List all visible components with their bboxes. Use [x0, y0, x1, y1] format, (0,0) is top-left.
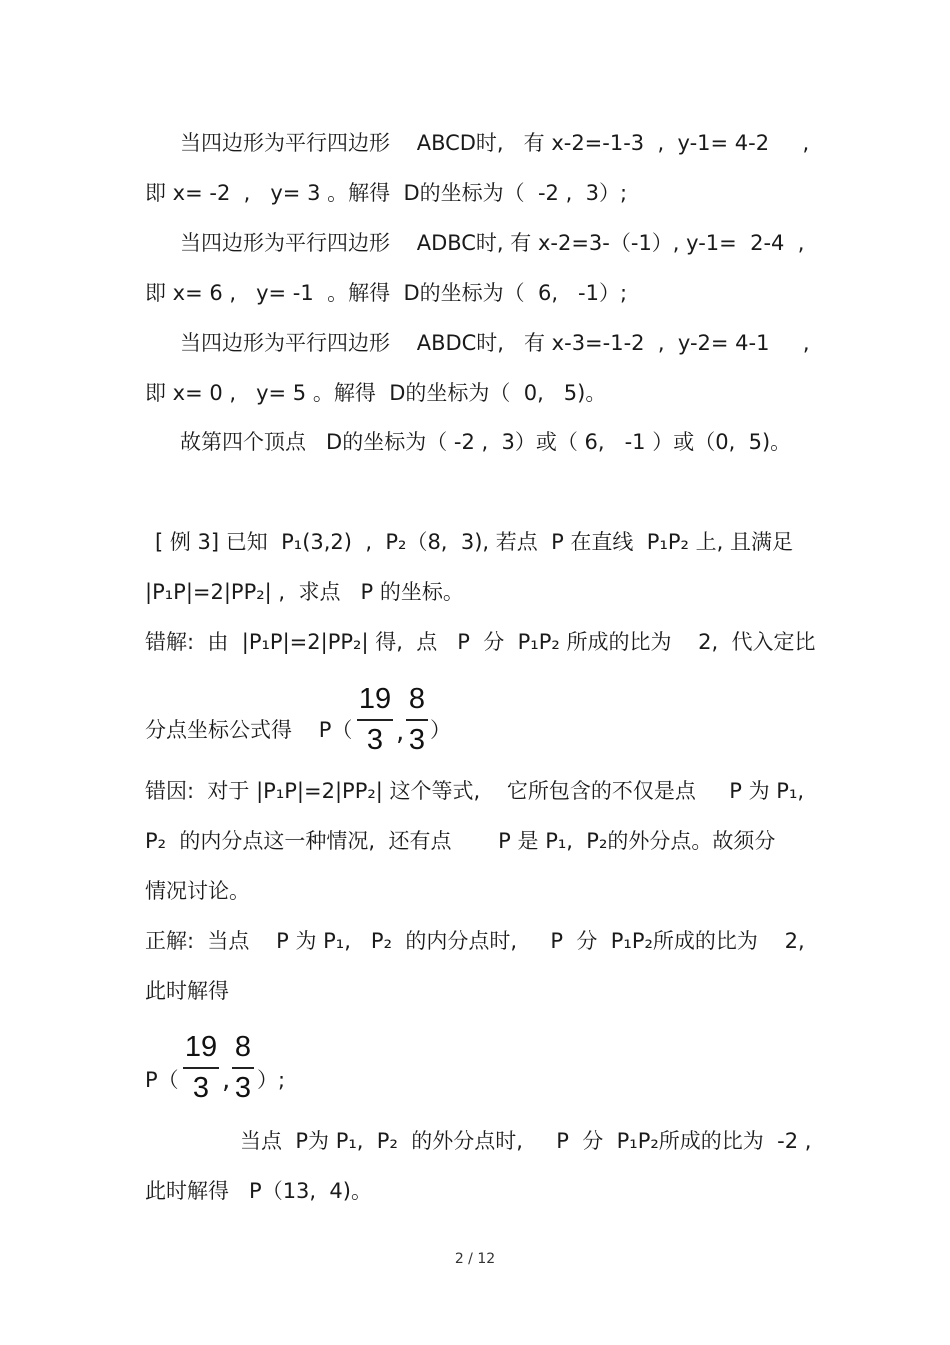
- text-line: 此时解得 P（13, 4)。: [145, 1179, 372, 1203]
- text-line: |P₁P|=2|PP₂| , 求点 P 的坐标。: [145, 580, 464, 604]
- fraction-bar: [183, 1067, 219, 1069]
- fraction-numerator: 8: [408, 683, 426, 715]
- fraction-denominator: 3: [366, 724, 384, 756]
- text-line: 错解: 由 |P₁P|=2|PP₂| 得, 点 P 分 P₁P₂ 所成的比为 2, 代入定比: [145, 630, 816, 654]
- text-line: 正解: 当点 P 为 P₁, P₂ 的内分点时, P 分 P₁P₂所成的比为 2,: [145, 929, 805, 953]
- text-line: 当点 P为 P₁, P₂ 的外分点时, P 分 P₁P₂所成的比为 -2 ,: [240, 1129, 812, 1153]
- text-line: P（: [145, 1068, 179, 1092]
- fraction-nineteen-thirds: [183, 1030, 219, 1105]
- text-line: 即 x= -2 , y= 3 。解得 D的坐标为（ -2 , 3）;: [145, 181, 628, 205]
- fraction-numerator: 8: [234, 1031, 252, 1063]
- text-line: 故第四个顶点 D的坐标为（ -2 , 3）或（ 6, -1 ）或（0, 5)。: [180, 430, 792, 454]
- example-heading: [ 例 3] 已知 P₁(3,2) , P₂（8, 3), 若点 P 在直线 P₁P₂ 上, 且满足: [155, 530, 793, 554]
- text-line: 错因: 对于 |P₁P|=2|PP₂| 这个等式, 它所包含的不仅是点 P 为 P₁,: [145, 779, 805, 803]
- text-line: 分点坐标公式得 P（: [145, 718, 353, 742]
- text-line: 即 x= 0 , y= 5 。解得 D的坐标为（ 0, 5)。: [145, 381, 607, 405]
- text-line: ）: [430, 718, 451, 742]
- text-line: 当四边形为平行四边形 ABDC时, 有 x-3=-1-2 , y-2= 4-1 ,: [180, 331, 810, 355]
- text-line: 即 x= 6 , y= -1 。解得 D的坐标为（ 6, -1）;: [145, 281, 628, 305]
- fraction-denominator: 3: [234, 1072, 252, 1104]
- fraction-bar: [357, 719, 393, 721]
- fraction-numerator: 19: [184, 1031, 218, 1063]
- fraction-nineteen-thirds: [357, 682, 393, 757]
- fraction-numerator: 19: [358, 683, 392, 715]
- text-line: P₂ 的内分点这一种情况, 还有点 P 是 P₁, P₂的外分点。故须分: [145, 829, 776, 853]
- fraction-denominator: 3: [192, 1072, 210, 1104]
- fraction-eight-thirds: [232, 1030, 254, 1105]
- fraction-denominator: 3: [408, 724, 426, 756]
- page-number: 2 / 12: [454, 1251, 496, 1267]
- text-line: 情况讨论。: [145, 879, 250, 903]
- fraction-separator: ,: [222, 1065, 231, 1095]
- fraction-eight-thirds: [406, 682, 428, 757]
- text-line: 当四边形为平行四边形 ADBC时, 有 x-2=3-（-1）, y-1= 2-4 ,: [180, 231, 805, 255]
- text-line: ）;: [257, 1068, 286, 1092]
- fraction-separator: ,: [396, 717, 405, 747]
- text-line: 当四边形为平行四边形 ABCD时, 有 x-2=-1-3 , y-1= 4-2 ,: [180, 131, 810, 155]
- fraction-bar: [232, 1067, 254, 1069]
- text-line: 此时解得: [145, 979, 229, 1003]
- fraction-bar: [406, 719, 428, 721]
